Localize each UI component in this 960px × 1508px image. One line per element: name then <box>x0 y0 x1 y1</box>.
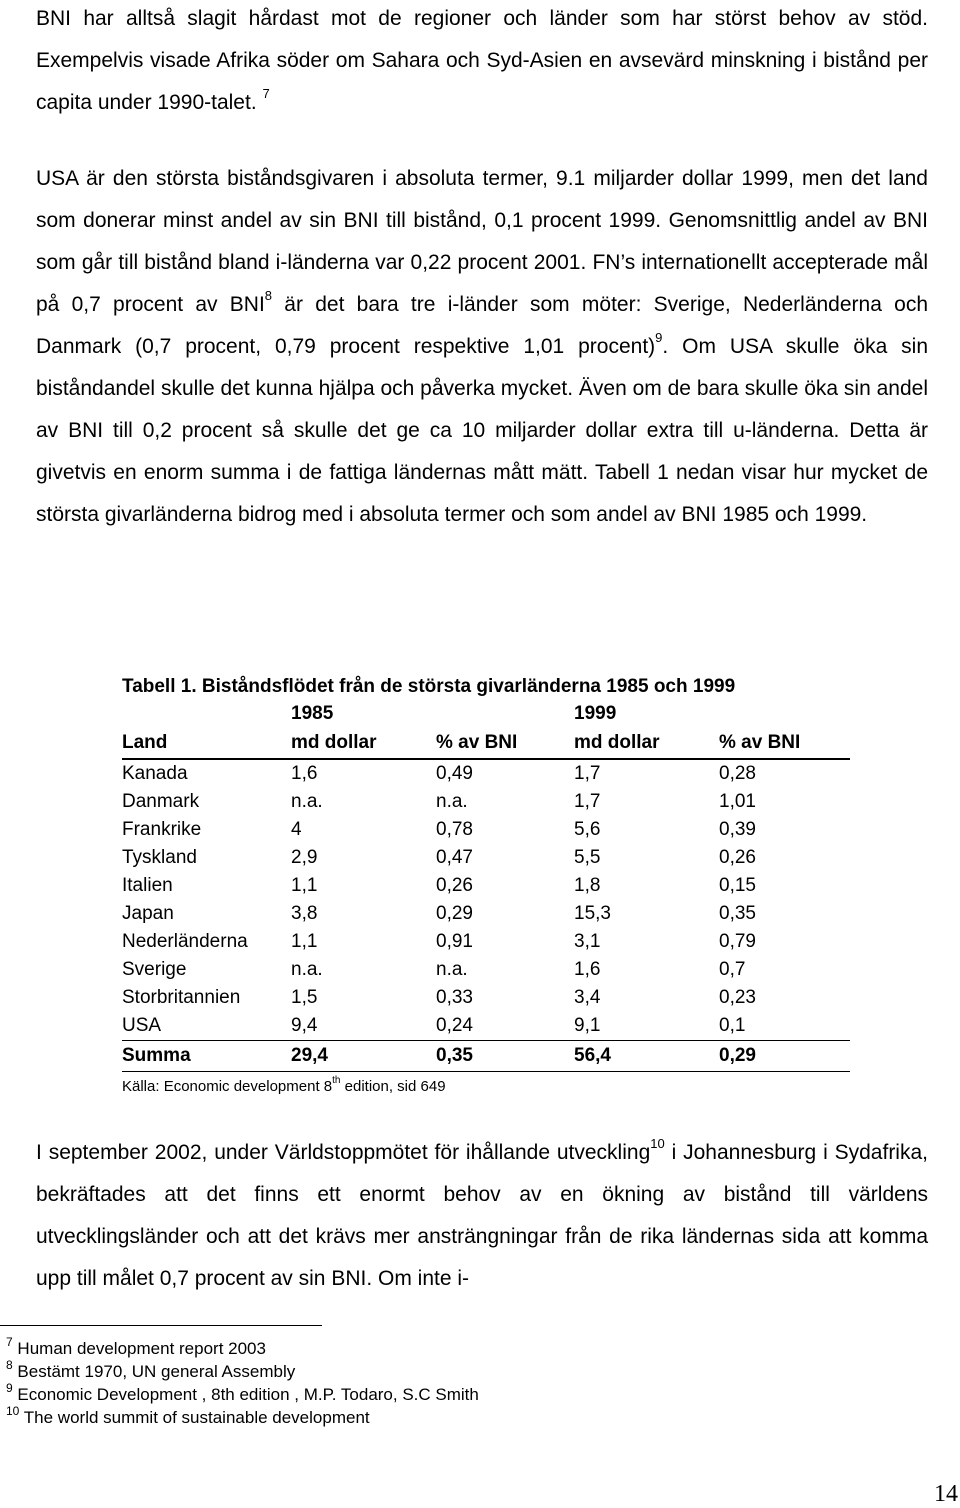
table-cell: 1,6 <box>291 763 318 784</box>
table-cell: 0,26 <box>436 875 473 896</box>
column-header-pct-bni-1999: % av BNI <box>719 728 850 759</box>
table-cell: 15,3 <box>574 903 611 924</box>
table-cell: 1,6 <box>574 959 601 980</box>
table-cell: 9,1 <box>574 1015 601 1036</box>
table-cell: 9,4 <box>291 1015 318 1036</box>
table-row <box>122 984 850 1012</box>
table-cell: 0,35 <box>719 903 756 924</box>
table-cell: 0,39 <box>719 819 756 840</box>
footnote-text: Human development report 2003 <box>17 1339 266 1358</box>
table-body <box>122 759 850 1041</box>
footnote-text: Economic Development , 8th edition , M.P. Todaro, S.C Smith <box>17 1385 479 1404</box>
table-header-row <box>122 728 850 759</box>
table-cell: 0,29 <box>436 903 473 924</box>
table-cell: 3,4 <box>574 987 601 1008</box>
footnote-ref[interactable]: 9 <box>655 330 663 345</box>
paragraph-text: . Om USA skulle öka sin biståndandel skulle det kunna hjälpa och påverka mycket. Även om de bara skulle öka sin andel av BNI till 0,2 procent så skulle det ge ca 10 miljarder dollar extra till u-länderna. Detta är givetvis en enorm summa i de fattiga ländernas mått mätt. Tabell 1 nedan visar hur mycket de största givarländerna bidrog med i absoluta termer och som andel av BNI 1985 och 1999. <box>36 335 929 526</box>
table-row <box>122 844 850 872</box>
table-cell: n.a. <box>291 791 323 812</box>
footnote-item <box>6 1383 479 1406</box>
source-sup: th <box>332 1075 341 1086</box>
table-cell: 0,78 <box>436 819 473 840</box>
aid-table-section <box>122 674 850 1100</box>
table-title: Tabell 1. Biståndsflödet från de största givarländerna 1985 och 1999 <box>122 676 736 697</box>
table-cell: 5,6 <box>574 819 601 840</box>
column-header-md-dollar-1999: md dollar <box>574 728 719 759</box>
table-cell: 0,91 <box>436 931 473 952</box>
table-cell: 1,5 <box>291 987 318 1008</box>
table-cell: 0,28 <box>719 763 756 784</box>
table-year-spacer <box>122 700 291 728</box>
table-cell: Nederländerna <box>122 931 248 952</box>
page-number: 14 <box>934 1481 958 1507</box>
table-cell: 1,7 <box>574 791 601 812</box>
column-header-land: Land <box>122 728 291 759</box>
paragraph-text: BNI har alltså slagit hårdast mot de regioner och länder som har störst behov av stöd. Exempelvis visade Afrika söder om Sahara och Syd-Asien en avsevärd minskning i bistånd per capita under 1990-talet. <box>36 7 928 114</box>
footnote-divider <box>0 1325 322 1326</box>
footnote-number: 9 <box>6 1381 13 1396</box>
column-header-pct-bni-1985: % av BNI <box>436 728 574 759</box>
footnote-item <box>6 1406 479 1429</box>
table-row <box>122 788 850 816</box>
table-cell: Summa <box>122 1041 291 1072</box>
table-row <box>122 816 850 844</box>
table-row <box>122 1012 850 1041</box>
table-cell: 0,7 <box>719 959 746 980</box>
table-cell: Danmark <box>122 791 200 812</box>
footnote-number: 7 <box>6 1335 13 1350</box>
aid-table <box>122 700 850 1072</box>
table-cell: 3,1 <box>574 931 601 952</box>
table-cell: Kanada <box>122 763 188 784</box>
table-cell: 1,1 <box>291 875 318 896</box>
footnote-item <box>6 1337 479 1360</box>
table-cell: 5,5 <box>574 847 601 868</box>
table-cell: Storbritannien <box>122 987 241 1008</box>
table-cell: 0,15 <box>719 875 756 896</box>
table-cell: 0,79 <box>719 931 756 952</box>
table-cell: 2,9 <box>291 847 318 868</box>
table-sum-row <box>122 1041 850 1072</box>
table-cell: 56,4 <box>574 1041 719 1072</box>
column-header-md-dollar-1985: md dollar <box>291 728 436 759</box>
table-cell: 0,23 <box>719 987 756 1008</box>
table-cell: 1,7 <box>574 763 601 784</box>
table-cell: n.a. <box>436 959 468 980</box>
paragraph-johannesburg <box>36 1132 928 1300</box>
paragraph-text: USA är den största biståndsgivaren i absoluta termer, 9.1 miljarder dollar 1999, men det land som donerar minst andel av sin BNI till bistånd, 0,1 procent 1999. Genomsnittlig andel av BNI som går till bistånd bland i-länderna var 0,22 procent 2001. FN’s internationellt accepterade mål på 0,7 procent av BNI <box>36 167 928 316</box>
table-year-spacer <box>719 700 850 728</box>
table-cell: Japan <box>122 903 174 924</box>
table-source <box>122 1074 850 1100</box>
table-cell: n.a. <box>291 959 323 980</box>
table-cell: 0,29 <box>719 1041 850 1072</box>
table-cell: Frankrike <box>122 819 202 840</box>
paragraph-intro <box>36 0 928 124</box>
footnote-number: 10 <box>6 1404 20 1419</box>
footnote-number: 8 <box>6 1358 13 1373</box>
paragraph-usa-aid <box>36 158 928 536</box>
table-year-1985: 1985 <box>291 703 334 724</box>
table-row <box>122 759 850 788</box>
table-cell: 1,1 <box>291 931 318 952</box>
table-cell: Italien <box>122 875 173 896</box>
table-cell: 0,33 <box>436 987 473 1008</box>
table-cell: 0,47 <box>436 847 473 868</box>
footnote-ref[interactable]: 10 <box>650 1136 665 1151</box>
table-cell: 3,8 <box>291 903 318 924</box>
footnote-ref[interactable]: 8 <box>264 288 273 303</box>
table-cell: 0,26 <box>719 847 756 868</box>
table-year-spacer <box>436 700 574 728</box>
footnote-text: Bestämt 1970, UN general Assembly <box>17 1362 296 1381</box>
table-row <box>122 900 850 928</box>
footnote-ref[interactable]: 7 <box>262 86 270 101</box>
table-cell: n.a. <box>436 791 468 812</box>
footnotes <box>6 1337 479 1429</box>
paragraph-text: i Johannesburg i Sydafrika, bekräftades att det finns ett enormt behov av en ökning av bistånd till världens utvecklingsländer och att det krävs mer ansträngningar från de rika ländernas sida att komma upp till målet 0,7 procent av sin BNI. Om inte i- <box>36 1141 928 1290</box>
source-text: edition, sid 649 <box>340 1078 446 1095</box>
footnote-item <box>6 1360 479 1383</box>
table-cell: 0,49 <box>436 763 473 784</box>
footnote-text: The world summit of sustainable development <box>23 1408 370 1427</box>
table-cell: Tyskland <box>122 847 197 868</box>
table-cell: 0,1 <box>719 1015 746 1036</box>
table-cell: 0,35 <box>436 1041 574 1072</box>
paragraph-text: I september 2002, under Världstoppmötet för ihållande utveckling <box>36 1141 651 1164</box>
table-cell: 4 <box>291 819 302 840</box>
table-year-row <box>122 700 850 728</box>
table-cell: 1,01 <box>719 791 756 812</box>
table-row <box>122 872 850 900</box>
table-cell: 0,24 <box>436 1015 473 1036</box>
table-cell: 1,8 <box>574 875 601 896</box>
table-cell: Sverige <box>122 959 187 980</box>
table-row <box>122 928 850 956</box>
table-cell: 29,4 <box>291 1041 436 1072</box>
source-text: Källa: Economic development 8 <box>122 1078 333 1095</box>
table-cell: USA <box>122 1015 162 1036</box>
table-year-1999: 1999 <box>574 703 617 724</box>
paragraph-text: är det bara tre i-länder som möter: Sverige, Nederländerna och Danmark (0,7 procent, 0,79 procent respektive 1,01 procent) <box>36 293 928 358</box>
table-row <box>122 956 850 984</box>
